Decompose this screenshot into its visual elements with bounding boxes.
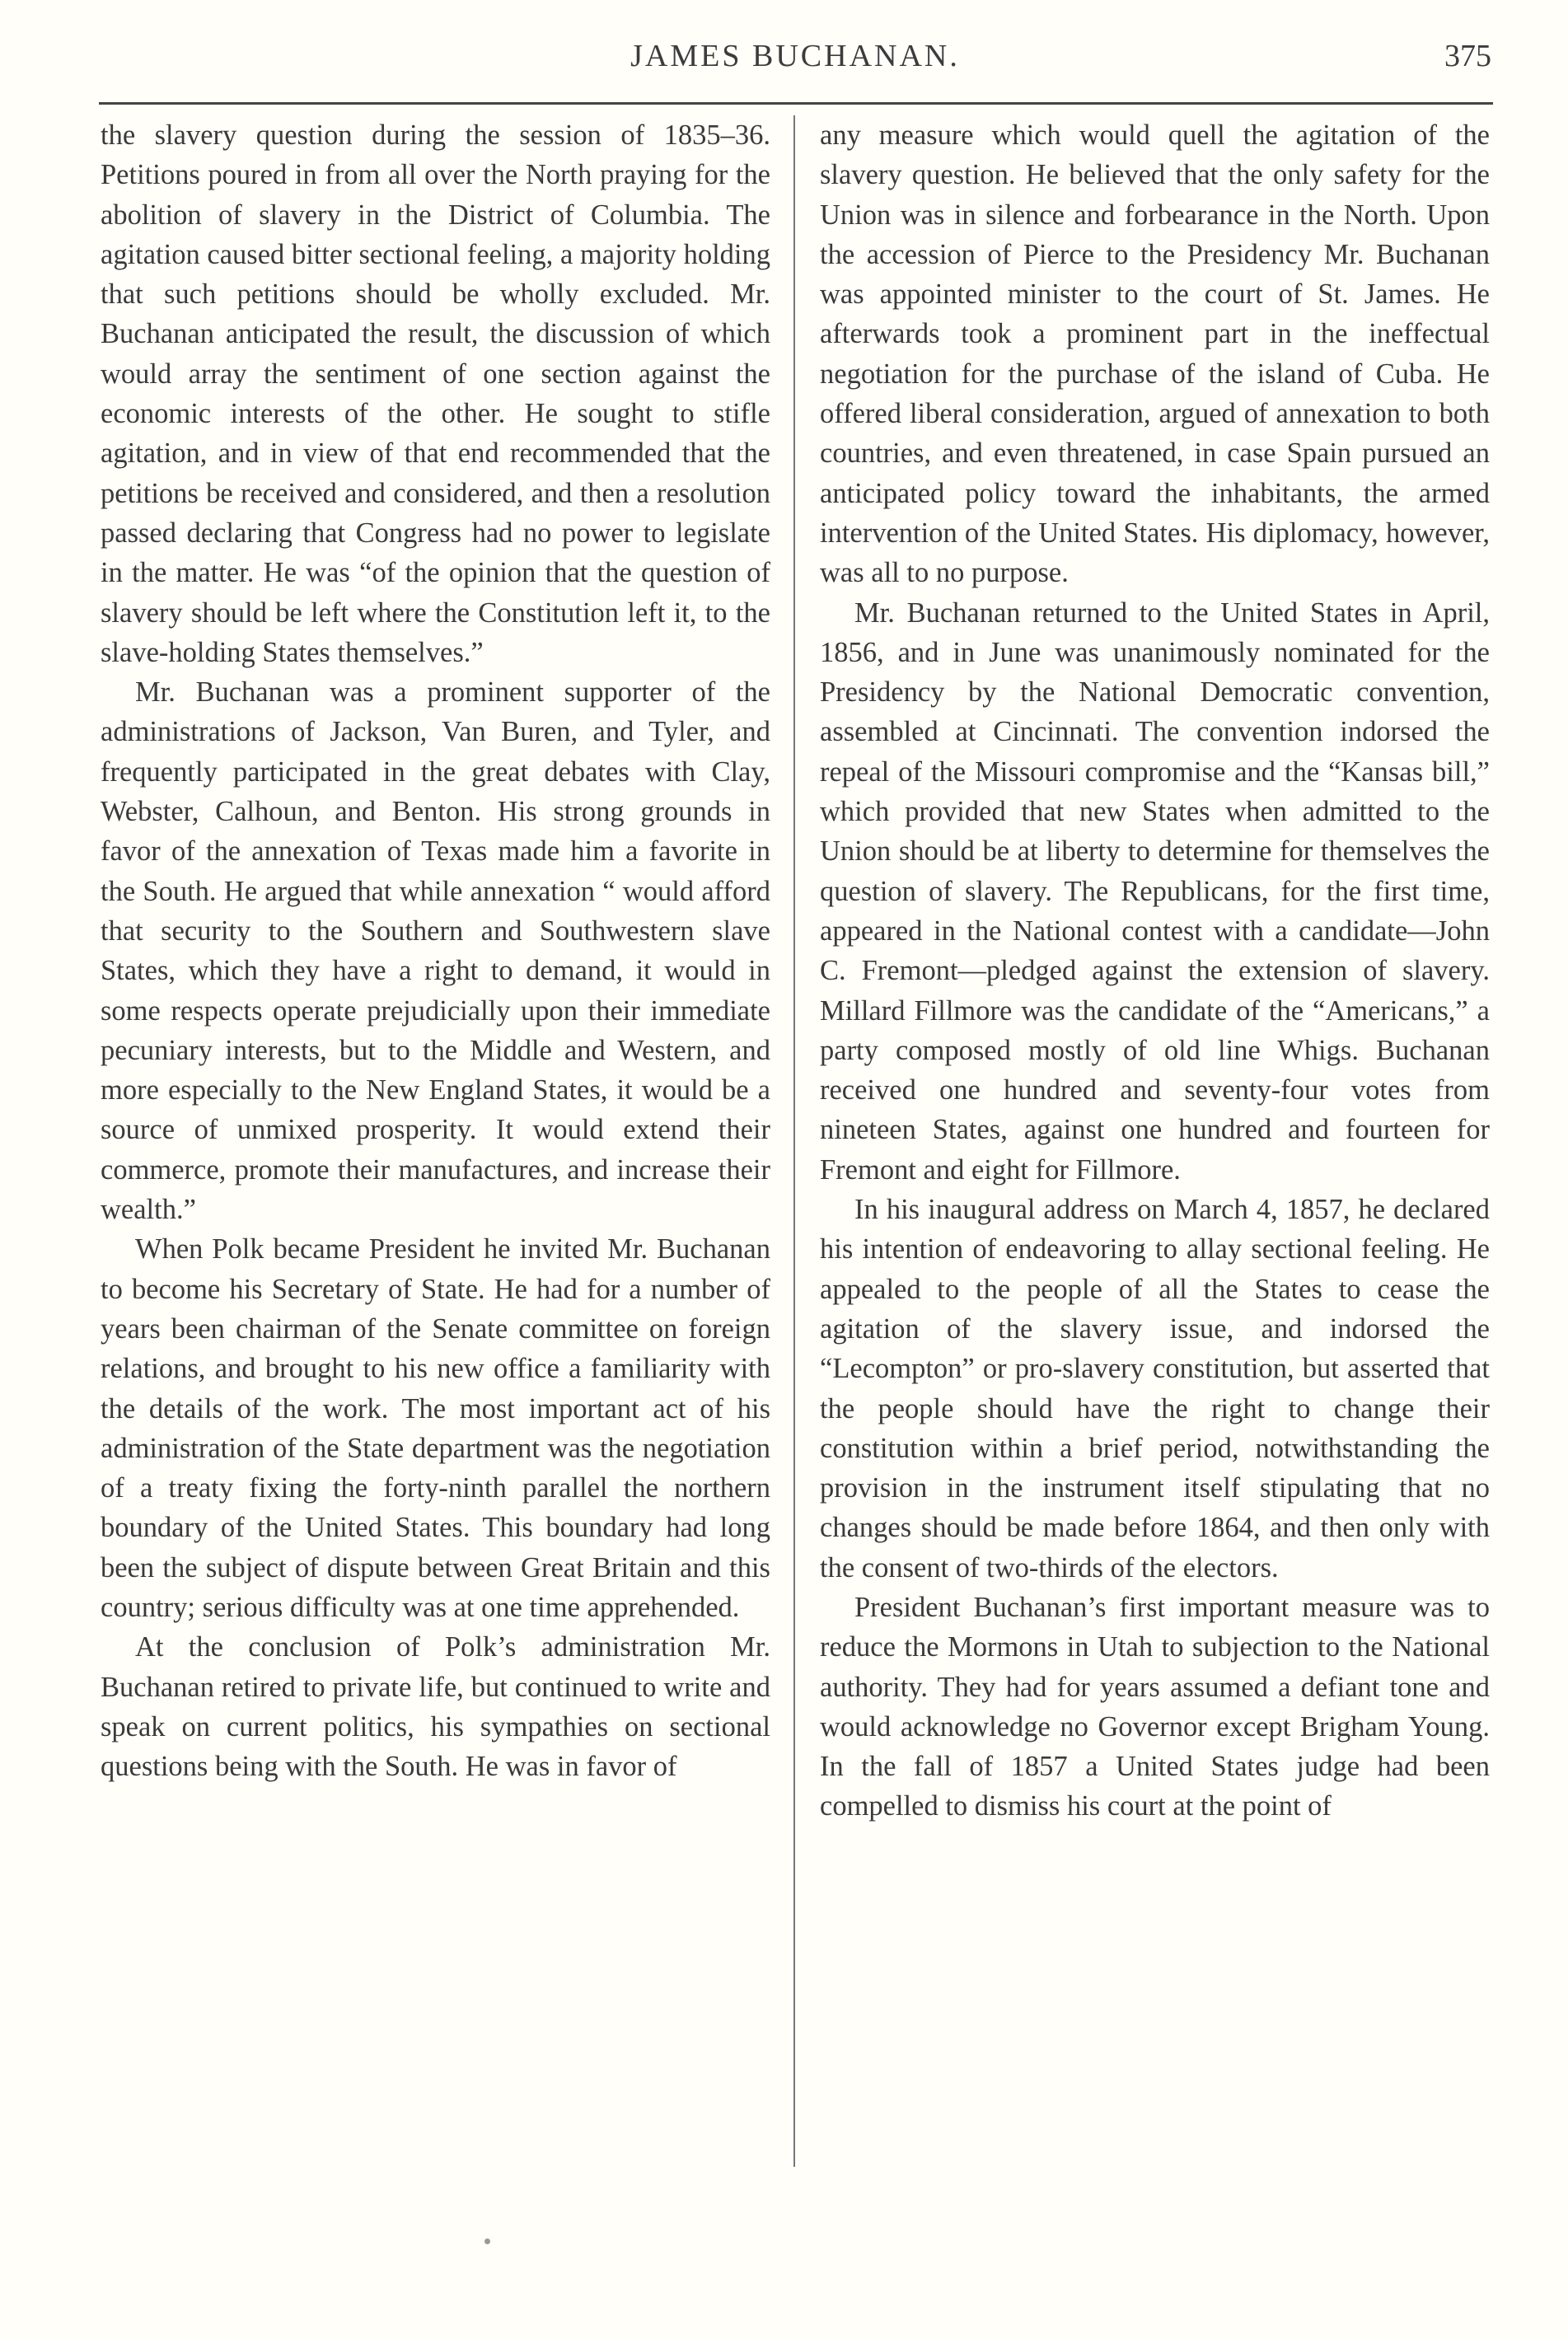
running-head [99,38,1491,87]
paragraph: Mr. Buchanan was a prominent supporter of the administrations of Jackson, Van Buren, and Tyler, and frequently participated in the great debates with Clay, Webster, Calhoun, and Benton. His strong grounds in favor of the annexation of Texas made him a favorite in the South. He argued that while annexation “ would afford that security to the Southern and Southwestern slave States, which they have a right to demand, it would in some respects operate prejudicially upon their immediate pecuniary interests, but to the Middle and Western, and more especially to the New England States, it would be a source of unmixed prosperity. It would extend their commerce, promote their manufactures, and increase their wealth.” [101,676,770,1226]
print-speck [484,2238,490,2244]
left-column [101,115,770,1786]
page-number: 375 [1444,39,1491,73]
running-title: JAMES BUCHANAN. [630,39,960,73]
paragraph: President Buchanan’s first important measure was to reduce the Mormons in Utah to subjection to the National authority. They had for years assumed a defiant tone and would acknowledge no Governor except Brigham Young. In the fall of 1857 a United States judge had been compelled to dismiss his court at the point of [820,1591,1490,1822]
paragraph: When Polk became President he invited Mr. Buchanan to become his Secretary of State. He had for a number of years been chairman of the Senate committee on foreign relations, and brought to his new office a familiarity with the details of the work. The most important act of his administration of the State department was the negotiation of a treaty fixing the forty-ninth parallel the northern boundary of the United States. This boundary had long been the subject of dispute between Great Britain and this country; serious difficulty was at one time apprehended. [101,1233,770,1623]
paragraph: At the conclusion of Polk’s administration Mr. Buchanan retired to private life, but continued to write and speak on current politics, his sympathies on sectional questions being with the South. He was in favor of [101,1631,770,1783]
right-column [820,115,1490,1827]
paragraph: any measure which would quell the agitation of the slavery question. He believed that the only safety for the Union was in silence and forbearance in the North. Upon the accession of Pierce to the Presidency Mr. Buchanan was appointed minister to the court of St. James. He afterwards took a prominent part in the ineffectual negotiation for the purchase of the island of Cuba. He offered liberal consideration, argued of annexation to both countries, and even threatened, in case Spain pursued an anticipated policy toward the inhabitants, the armed intervention of the United States. His diplomacy, however, was all to no purpose. [820,119,1490,589]
paragraph: the slavery question during the session of 1835–36. Petitions poured in from all over the North praying for the abolition of slavery in the District of Columbia. The agitation caused bitter sectional feeling, a majority holding that such petitions should be wholly excluded. Mr. Buchanan anticipated the result, the discussion of which would array the sentiment of one section against the economic interests of the other. He sought to stifle agitation, and in view of that end recommended that the petitions be received and considered, and then a resolution passed declaring that Congress had no power to legislate in the matter. He was “of the opinion that the question of slavery should be left where the Constitution left it, to the slave-holding States themselves.” [101,119,770,668]
paragraph: In his inaugural address on March 4, 1857, he declared his intention of endeavoring to allay sectional feeling. He appealed to the people of all the States to cease the agitation of the slavery issue, and indorsed the “Lecompton” or pro-slavery constitution, but asserted that the people should have the right to change their constitution within a brief period, notwithstanding the provision in the instrument itself stipulating that no changes should be made before 1864, and then only with the consent of two-thirds of the electors. [820,1194,1490,1584]
paragraph: Mr. Buchanan returned to the United States in April, 1856, and in June was unanimously nominated for the Presidency by the National Democratic convention, assembled at Cincinnati. The convention indorsed the repeal of the Missouri compromise and the “Kansas bill,” which provided that new States when admitted to the Union should be at liberty to determine for themselves the question of slavery. The Republicans, for the first time, appeared in the National contest with a candidate—John C. Fremont—pledged against the extension of slavery. Millard Fillmore was the candidate of the “Americans,” a party composed mostly of old line Whigs. Buchanan received one hundred and seventy-four votes from nineteen States, against one hundred and fourteen for Fremont and eight for Fillmore. [820,596,1490,1186]
header-rule [99,102,1493,105]
column-divider [793,115,795,2167]
